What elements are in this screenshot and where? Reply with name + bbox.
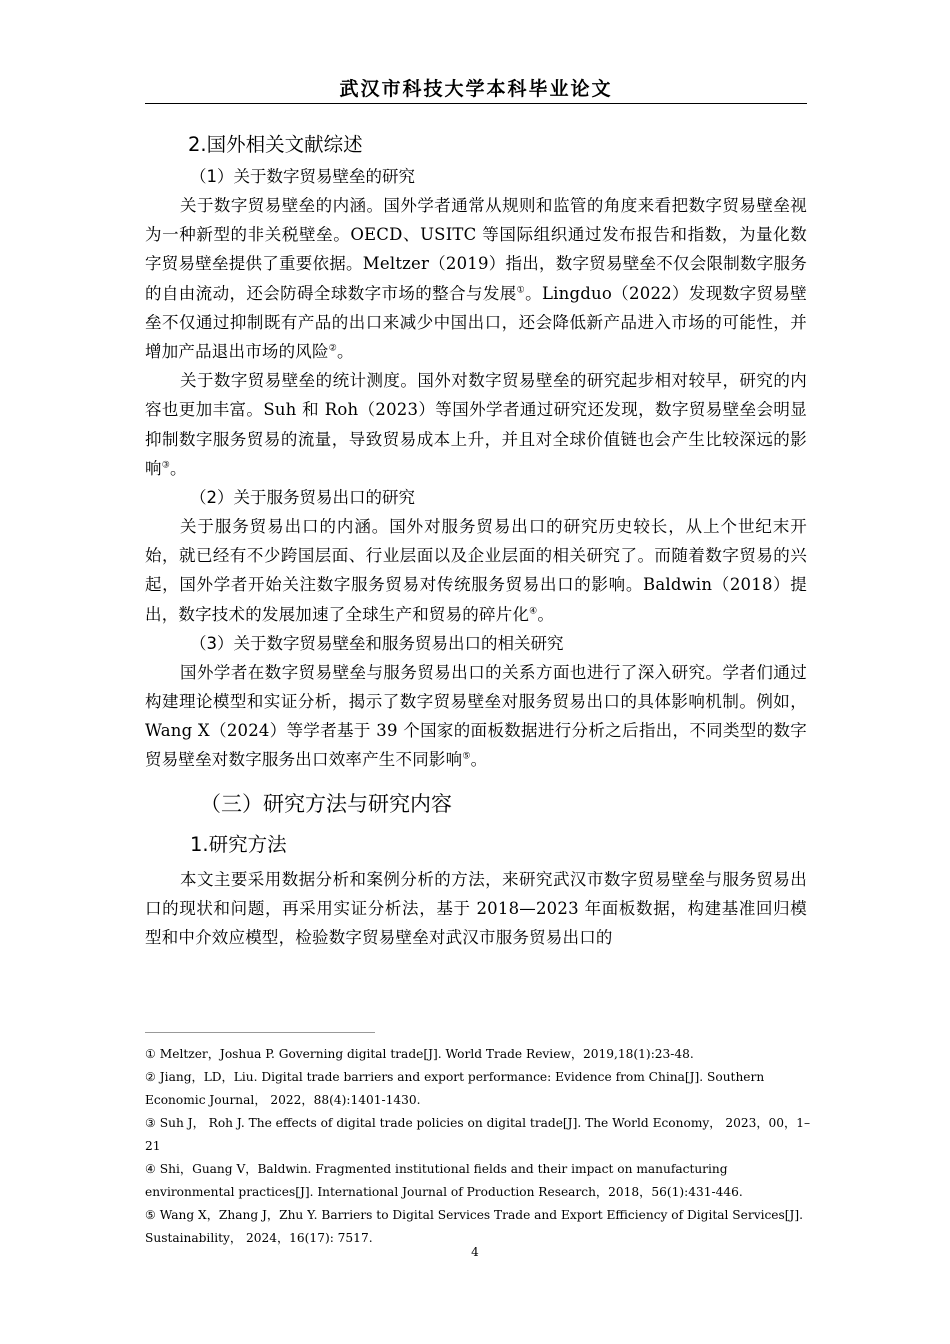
footnotes <box>145 1043 815 1250</box>
paragraph-text: 。Lingduo（2022）发现数字贸易壁垒不仅通过抑制既有产品的出口来减少中国出口，还会降低新产品进入市场的可能性，并增加产品退出市场的风险 <box>145 283 807 362</box>
footnote-1: ① Meltzer，Joshua P. Governing digital trade[J]. World Trade Review，2019,18(1):23-48. <box>145 1047 694 1061</box>
paragraph-text: 关于服务贸易出口的内涵。国外对服务贸易出口的研究历史较长，从上个世纪末开始，就已经有不少跨国层面、行业层面以及企业层面的相关研究了。而随着数字贸易的兴起，国外学者开始关注数字服务贸易对传统服务贸易出口的影响。Baldwin（2018）提出，数字技术的发展加速了全球生产和贸易的碎片化 <box>145 517 807 624</box>
page-number: 4 <box>471 1245 479 1259</box>
footnote-ref-4[interactable]: ④ <box>529 606 538 617</box>
paragraph-barrier-measurement <box>145 366 807 483</box>
footnote-ref-2[interactable]: ② <box>328 343 337 354</box>
paragraph-text: 。 <box>470 750 488 770</box>
footnote-ref-5[interactable]: ⑤ <box>462 751 471 762</box>
paragraph-barrier-connotation <box>145 191 807 366</box>
paragraph-text: 关于数字贸易壁垒的内涵。国外学者通常从规则和监管的角度来看把数字贸易壁垒视为一种新型的非关税壁垒。OECD、USITC 等国际组织通过发布报告和指数，为量化数字贸易壁垒提供了重要依据。Meltzer（2019）指出，数字贸易壁垒不仅会限制数字服务的自由流动，还会防碍全球数字市场的整合与发展 <box>145 196 807 303</box>
section-heading-methods: 1.研究方法 <box>190 832 287 856</box>
header-rule <box>145 103 807 104</box>
chapter-heading-methods-content: （三）研究方法与研究内容 <box>200 791 452 816</box>
footnote-4: ④ Shi，Guang V，Baldwin. Fragmented institutional fields and their impact on manufacturing environmental practices[J]. International Journal of Production Research，2018，56(1):431-446. <box>145 1162 743 1199</box>
footnote-2: ② Jiang，LD，Liu. Digital trade barriers and export performance: Evidence from China[J]. Southern Economic Journal， 2022，88(4):1401-1430. <box>145 1070 765 1107</box>
running-header: 武汉市科技大学本科毕业论文 <box>339 78 613 100</box>
paragraph-text: 关于数字贸易壁垒的统计测度。国外对数字贸易壁垒的研究起步相对较早，研究的内容也更加丰富。Suh 和 Roh（2023）等国外学者通过研究还发现，数字贸易壁垒会明显抑制数字服务贸易的流量，导致贸易成本上升，并且对全球价值链也会产生比较深远的影响 <box>145 371 807 478</box>
subheading-related-research: （3）关于数字贸易壁垒和服务贸易出口的相关研究 <box>190 633 564 653</box>
paragraph-text: 。 <box>336 342 354 362</box>
footnote-3: ③ Suh J， Roh J. The effects of digital trade policies on digital trade[J]. The World Economy， 2023，00，1–21 <box>145 1116 811 1153</box>
subheading-digital-trade-barriers: （1）关于数字贸易壁垒的研究 <box>190 167 415 186</box>
paragraph-related-research <box>145 658 807 775</box>
paragraph-text: 。 <box>169 458 187 478</box>
section-heading-foreign-literature: 2.国外相关文献综述 <box>188 133 363 156</box>
paragraph-service-export <box>145 512 807 629</box>
footnote-ref-3[interactable]: ③ <box>161 460 170 471</box>
footnote-5: ⑤ Wang X，Zhang J，Zhu Y. Barriers to Digital Services Trade and Export Efficiency of Digital Services[J]. Sustainability， 2024，16(17): 7517. <box>145 1208 804 1245</box>
paragraph-text: 国外学者在数字贸易壁垒与服务贸易出口的关系方面也进行了深入研究。学者们通过构建理论模型和实证分析，揭示了数字贸易壁垒对服务贸易出口的具体影响机制。例如，Wang X（2024）等学者基于 39 个国家的面板数据进行分析之后指出，不同类型的数字贸易壁垒对数字服务出口效率产生不同影响 <box>145 662 807 770</box>
paragraph-text: 。 <box>537 604 555 624</box>
body-text <box>145 128 807 952</box>
paragraph-methods: 本文主要采用数据分析和案例分析的方法，来研究武汉市数字贸易壁垒与服务贸易出口的现状和问题，再采用实证分析法，基于 2018—2023 年面板数据，构建基准回归模型和中介效应模型，检验数字贸易壁垒对武汉市服务贸易出口的 <box>145 869 807 948</box>
subheading-service-trade-export: （2）关于服务贸易出口的研究 <box>190 488 415 508</box>
footnote-separator <box>145 1032 375 1033</box>
footnote-ref-1[interactable]: ① <box>516 285 526 296</box>
